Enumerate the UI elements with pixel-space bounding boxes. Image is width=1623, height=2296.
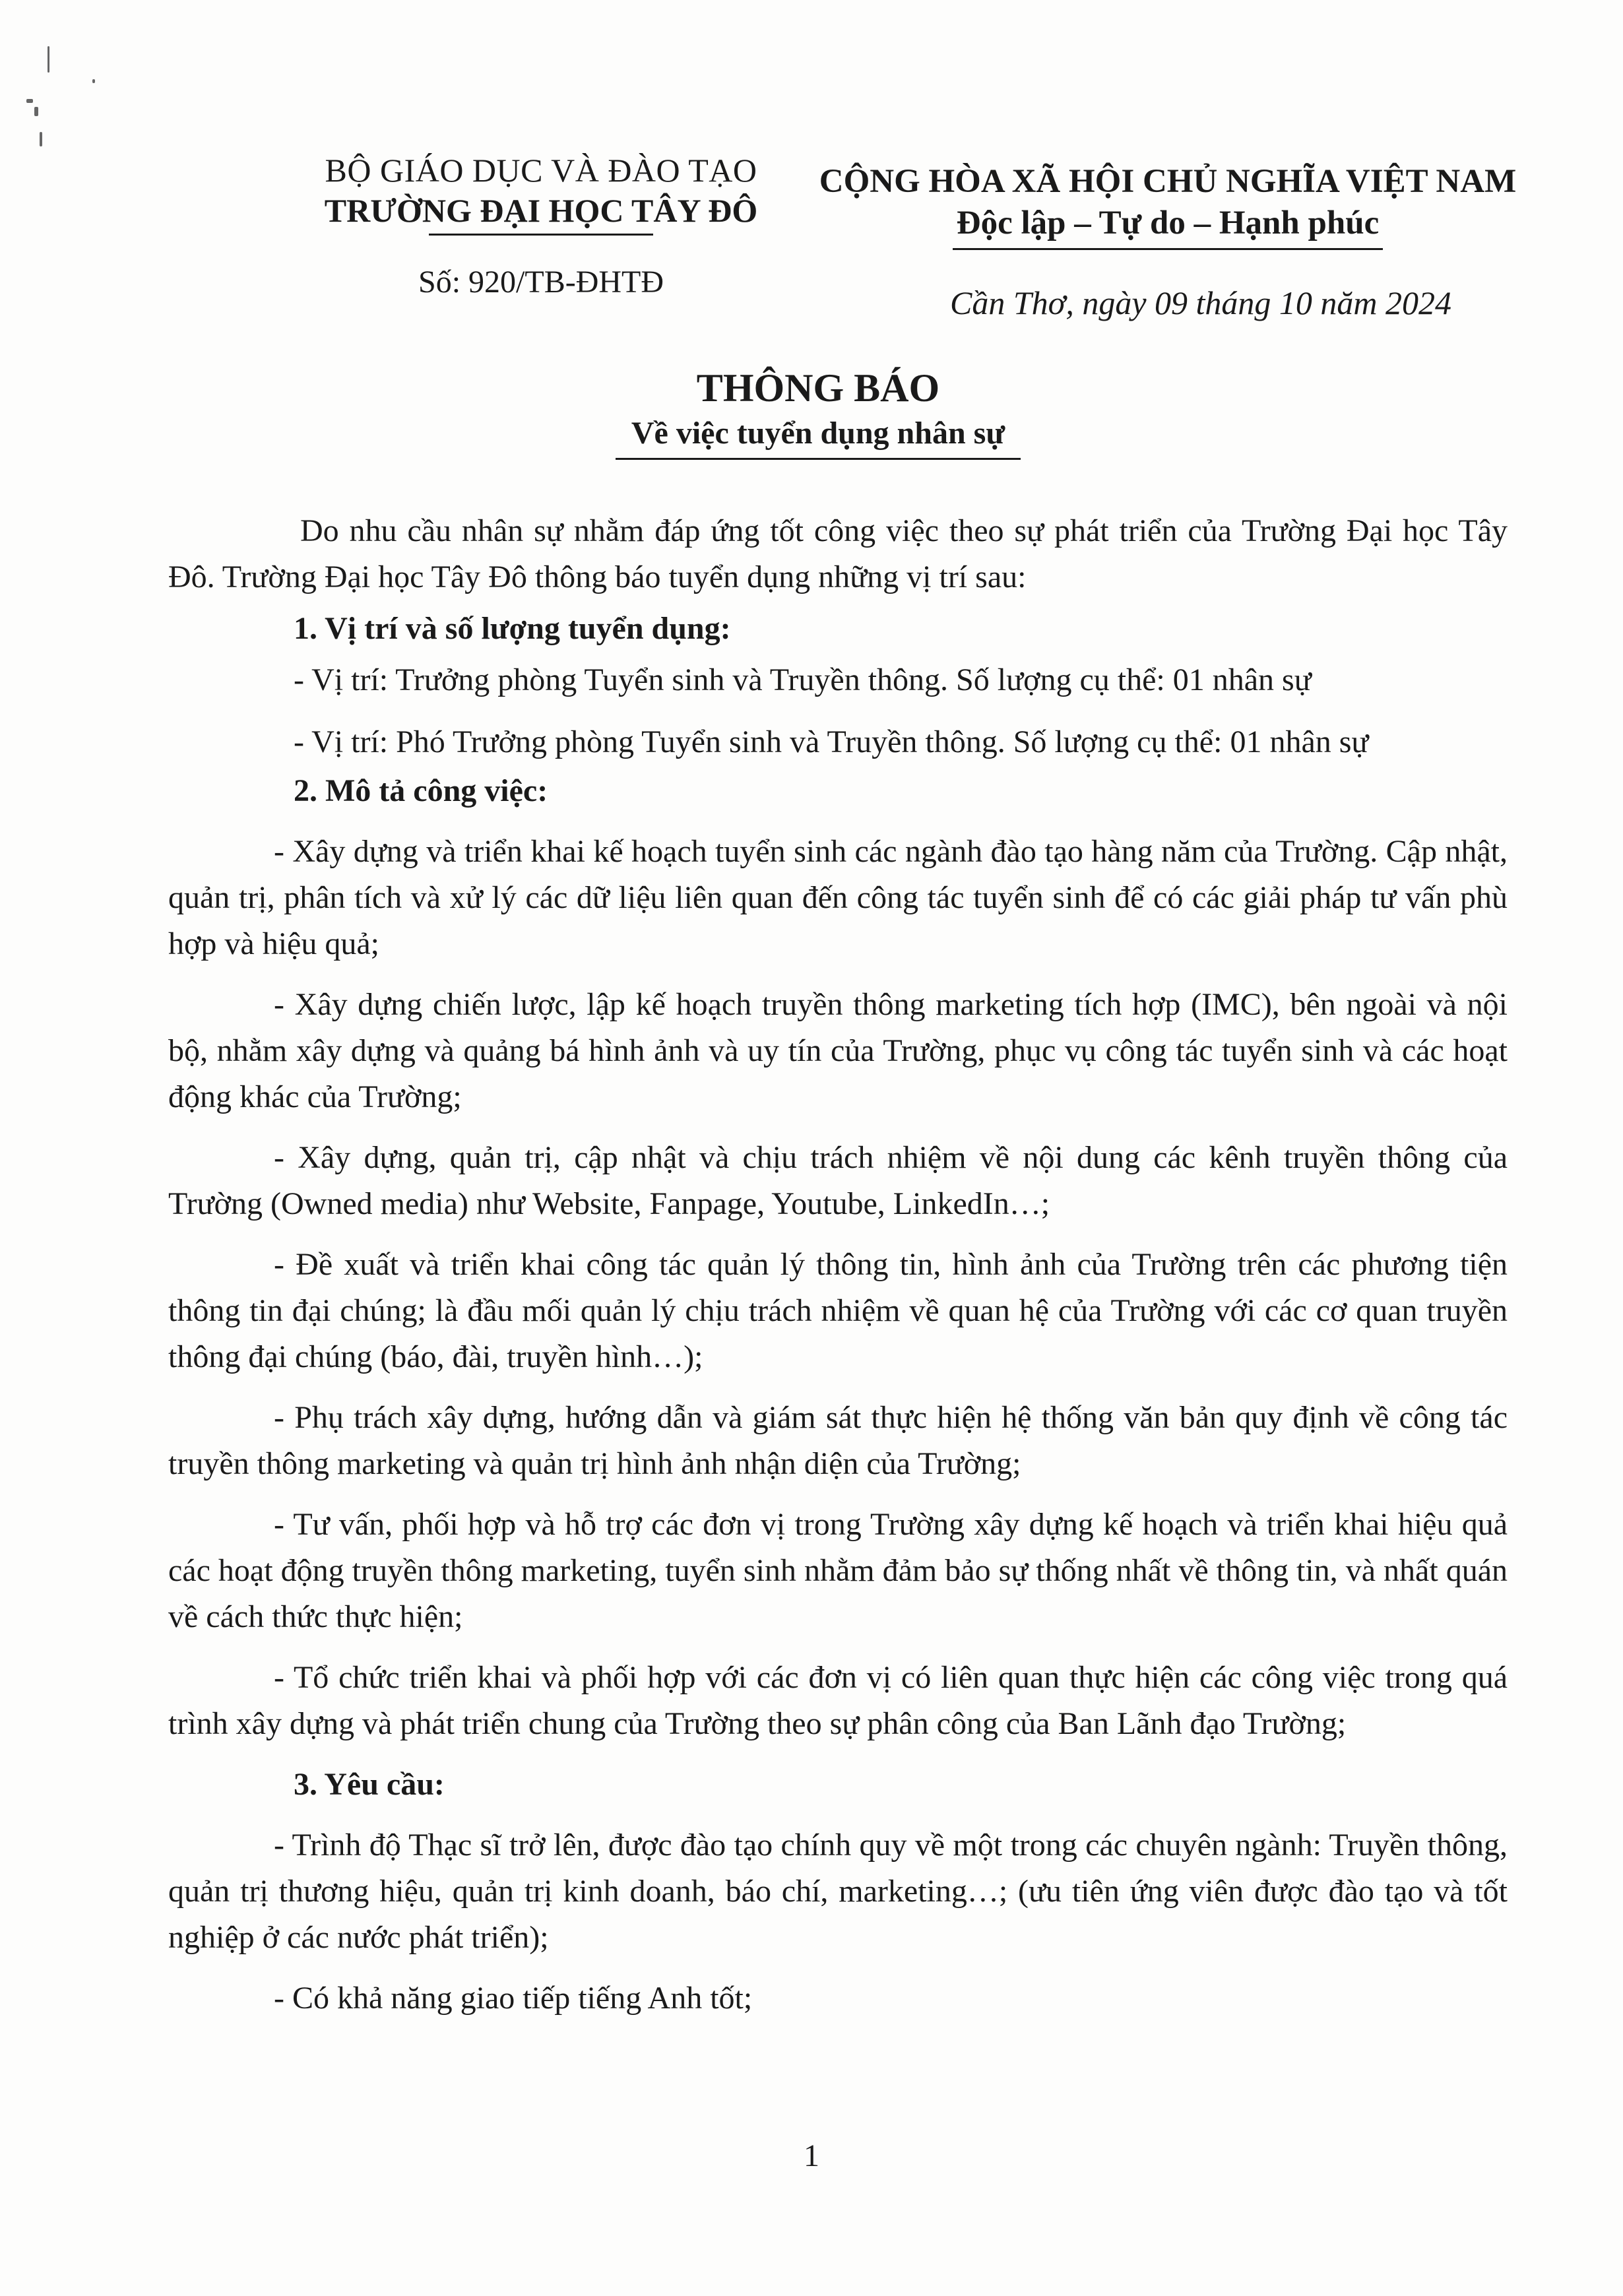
position-item: - Vị trí: Phó Trưởng phòng Tuyển sinh và Truyền thông. Số lượng cụ thể: 01 nhân sự [294,724,1369,759]
job-description-item: - Xây dựng, quản trị, cập nhật và chịu trách nhiệm về nội dung các kênh truyền thông của Trường (Owned media) như Website, Fanpage, Youtube, LinkedIn…; [168,1140,1508,1221]
ministry-name: BỘ GIÁO DỤC VÀ ĐÀO TẠO [325,152,757,189]
page-number: 1 [804,2138,819,2173]
requirement-item: - Trình độ Thạc sĩ trở lên, được đào tạo chính quy về một trong các chuyên ngành: Truyền thông, quản trị thương hiệu, quản trị kinh doanh, báo chí, marketing…; (ưu tiên ứng viên được đào tạo và tốt nghiệp ở các nước phát triển); [168,1828,1508,1955]
title-subject: Về việc tuyển dụng nhân sự [616,413,1021,460]
national-header [798,161,1537,250]
requirement-item: - Có khả năng giao tiếp tiếng Anh tốt; [274,1981,753,2016]
scan-mark [48,46,49,73]
section-heading-job-description: 2. Mô tả công việc: [294,773,548,808]
national-motto: Độc lập – Tự do – Hạnh phúc [953,202,1383,250]
document-title [0,363,1623,460]
place-and-date: Cần Thơ, ngày 09 tháng 10 năm 2024 [950,284,1452,321]
header-left-rule [429,234,653,236]
title-main: THÔNG BÁO [696,366,940,410]
document-number: Số: 920/TB-ĐHTĐ [418,265,664,300]
job-description-item: - Xây dựng chiến lược, lập kế hoạch truyền thông marketing tích hợp (IMC), bên ngoài và nội bộ, nhằm xây dựng và quảng bá hình ảnh và uy tín của Trường, phục vụ công tác tuyển sinh và các hoạt động khác của Trường; [168,987,1508,1114]
document-body [168,508,1508,2036]
job-description-item: - Đề xuất và triển khai công tác quản lý thông tin, hình ảnh của Trường trên các phương tiện thông tin đại chúng; là đầu mối quản lý chịu trách nhiệm về quan hệ của Trường với các cơ quan truyền thông đại chúng (báo, đài, truyền hình…); [168,1247,1508,1374]
section-heading-positions: 1. Vị trí và số lượng tuyển dụng: [294,611,731,646]
scan-mark [92,79,95,83]
country-name: CỘNG HÒA XÃ HỘI CHỦ NGHĨA VIỆT NAM [819,163,1517,200]
position-item: - Vị trí: Trưởng phòng Tuyển sinh và Truyền thông. Số lượng cụ thể: 01 nhân sự [294,662,1312,697]
issuing-body [290,150,792,236]
school-name: TRƯỜNG ĐẠI HỌC TÂY ĐÔ [324,192,758,229]
scan-mark [34,107,38,116]
scan-mark [26,99,33,103]
scan-mark [40,132,42,146]
job-description-item: - Tổ chức triển khai và phối hợp với các đơn vị có liên quan thực hiện các công việc trong quá trình xây dựng và phát triển chung của Trường theo sự phân công của Ban Lãnh đạo Trường; [168,1660,1508,1741]
job-description-item: - Tư vấn, phối hợp và hỗ trợ các đơn vị trong Trường xây dựng kế hoạch và triển khai hiệu quả các hoạt động truyền thông marketing, tuyển sinh nhằm đảm bảo sự thống nhất về thông tin, và nhất quán về cách thức thực hiện; [168,1507,1508,1634]
section-heading-requirements: 3. Yêu cầu: [294,1767,445,1802]
job-description-item: - Phụ trách xây dựng, hướng dẫn và giám sát thực hiện hệ thống văn bản quy định về công tác truyền thông marketing và quản trị hình ảnh nhận diện của Trường; [168,1400,1508,1481]
job-description-item: - Xây dựng và triển khai kế hoạch tuyển sinh các ngành đào tạo hàng năm của Trường. Cập nhật, quản trị, phân tích và xử lý các dữ liệu liên quan đến công tác tuyển sinh để có các giải pháp tư vấn phù hợp và hiệu quả; [168,834,1508,961]
intro-paragraph: Do nhu cầu nhân sự nhằm đáp ứng tốt công việc theo sự phát triển của Trường Đại học Tây Đô. Trường Đại học Tây Đô thông báo tuyển dụng những vị trí sau: [168,513,1508,594]
